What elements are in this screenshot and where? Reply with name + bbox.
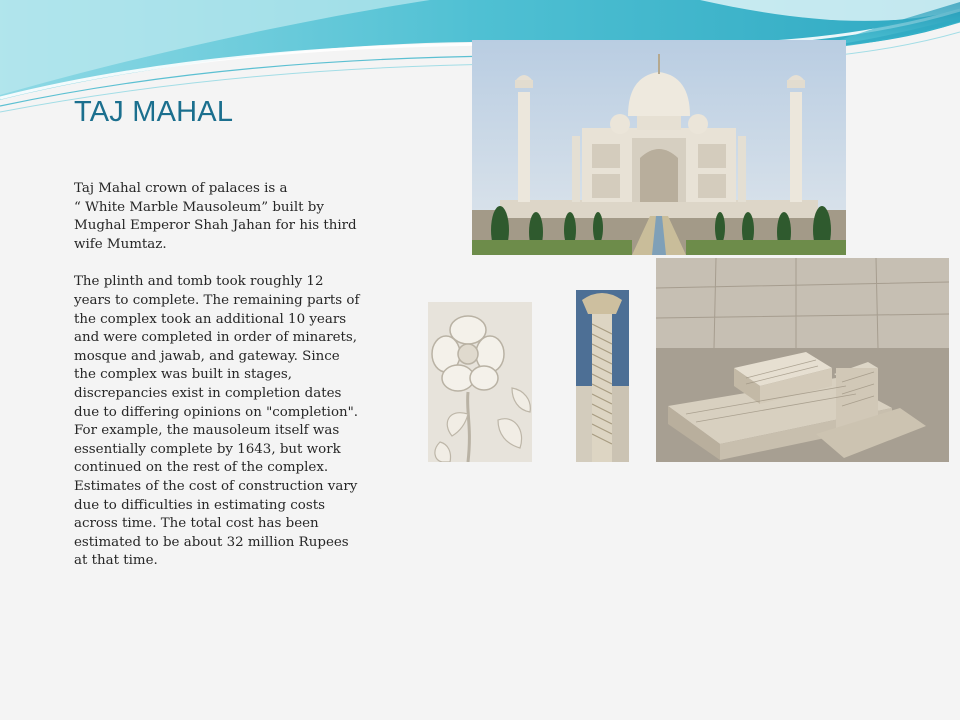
body-text bbox=[74, 180, 360, 571]
taj-mahal-photo bbox=[472, 40, 846, 255]
carved-column-photo bbox=[576, 290, 629, 462]
paragraph-intro: Taj Mahal crown of palaces is a bbox=[74, 181, 288, 196]
paragraph-mausoleum: “ White Marble Mausoleum” built by Mughal Emperor Shah Jahan for his third wife Mumtaz. bbox=[74, 199, 357, 252]
paragraph-spacer bbox=[74, 254, 360, 273]
flower-carving-photo bbox=[428, 302, 532, 462]
slide-title: TAJ MAHAL bbox=[74, 96, 234, 128]
paragraph-construction: The plinth and tomb took roughly 12 years to complete. The remaining parts of the complex took an additional 10 years and were completed in order of minarets, mosque and jawab, and gateway. Since the complex was built in stages, discrepancies exist in completion dates due to differing opinions on "completion". For example, the mausoleum itself was essentially complete by 1643, but work continued on the rest of the complex. Estimates of the cost of construction vary due to difficulties in estimating costs across time. The total cost has been estimated to be about 32 million Rupees at that time. bbox=[74, 274, 360, 569]
cenotaph-tombs-photo bbox=[656, 258, 949, 462]
